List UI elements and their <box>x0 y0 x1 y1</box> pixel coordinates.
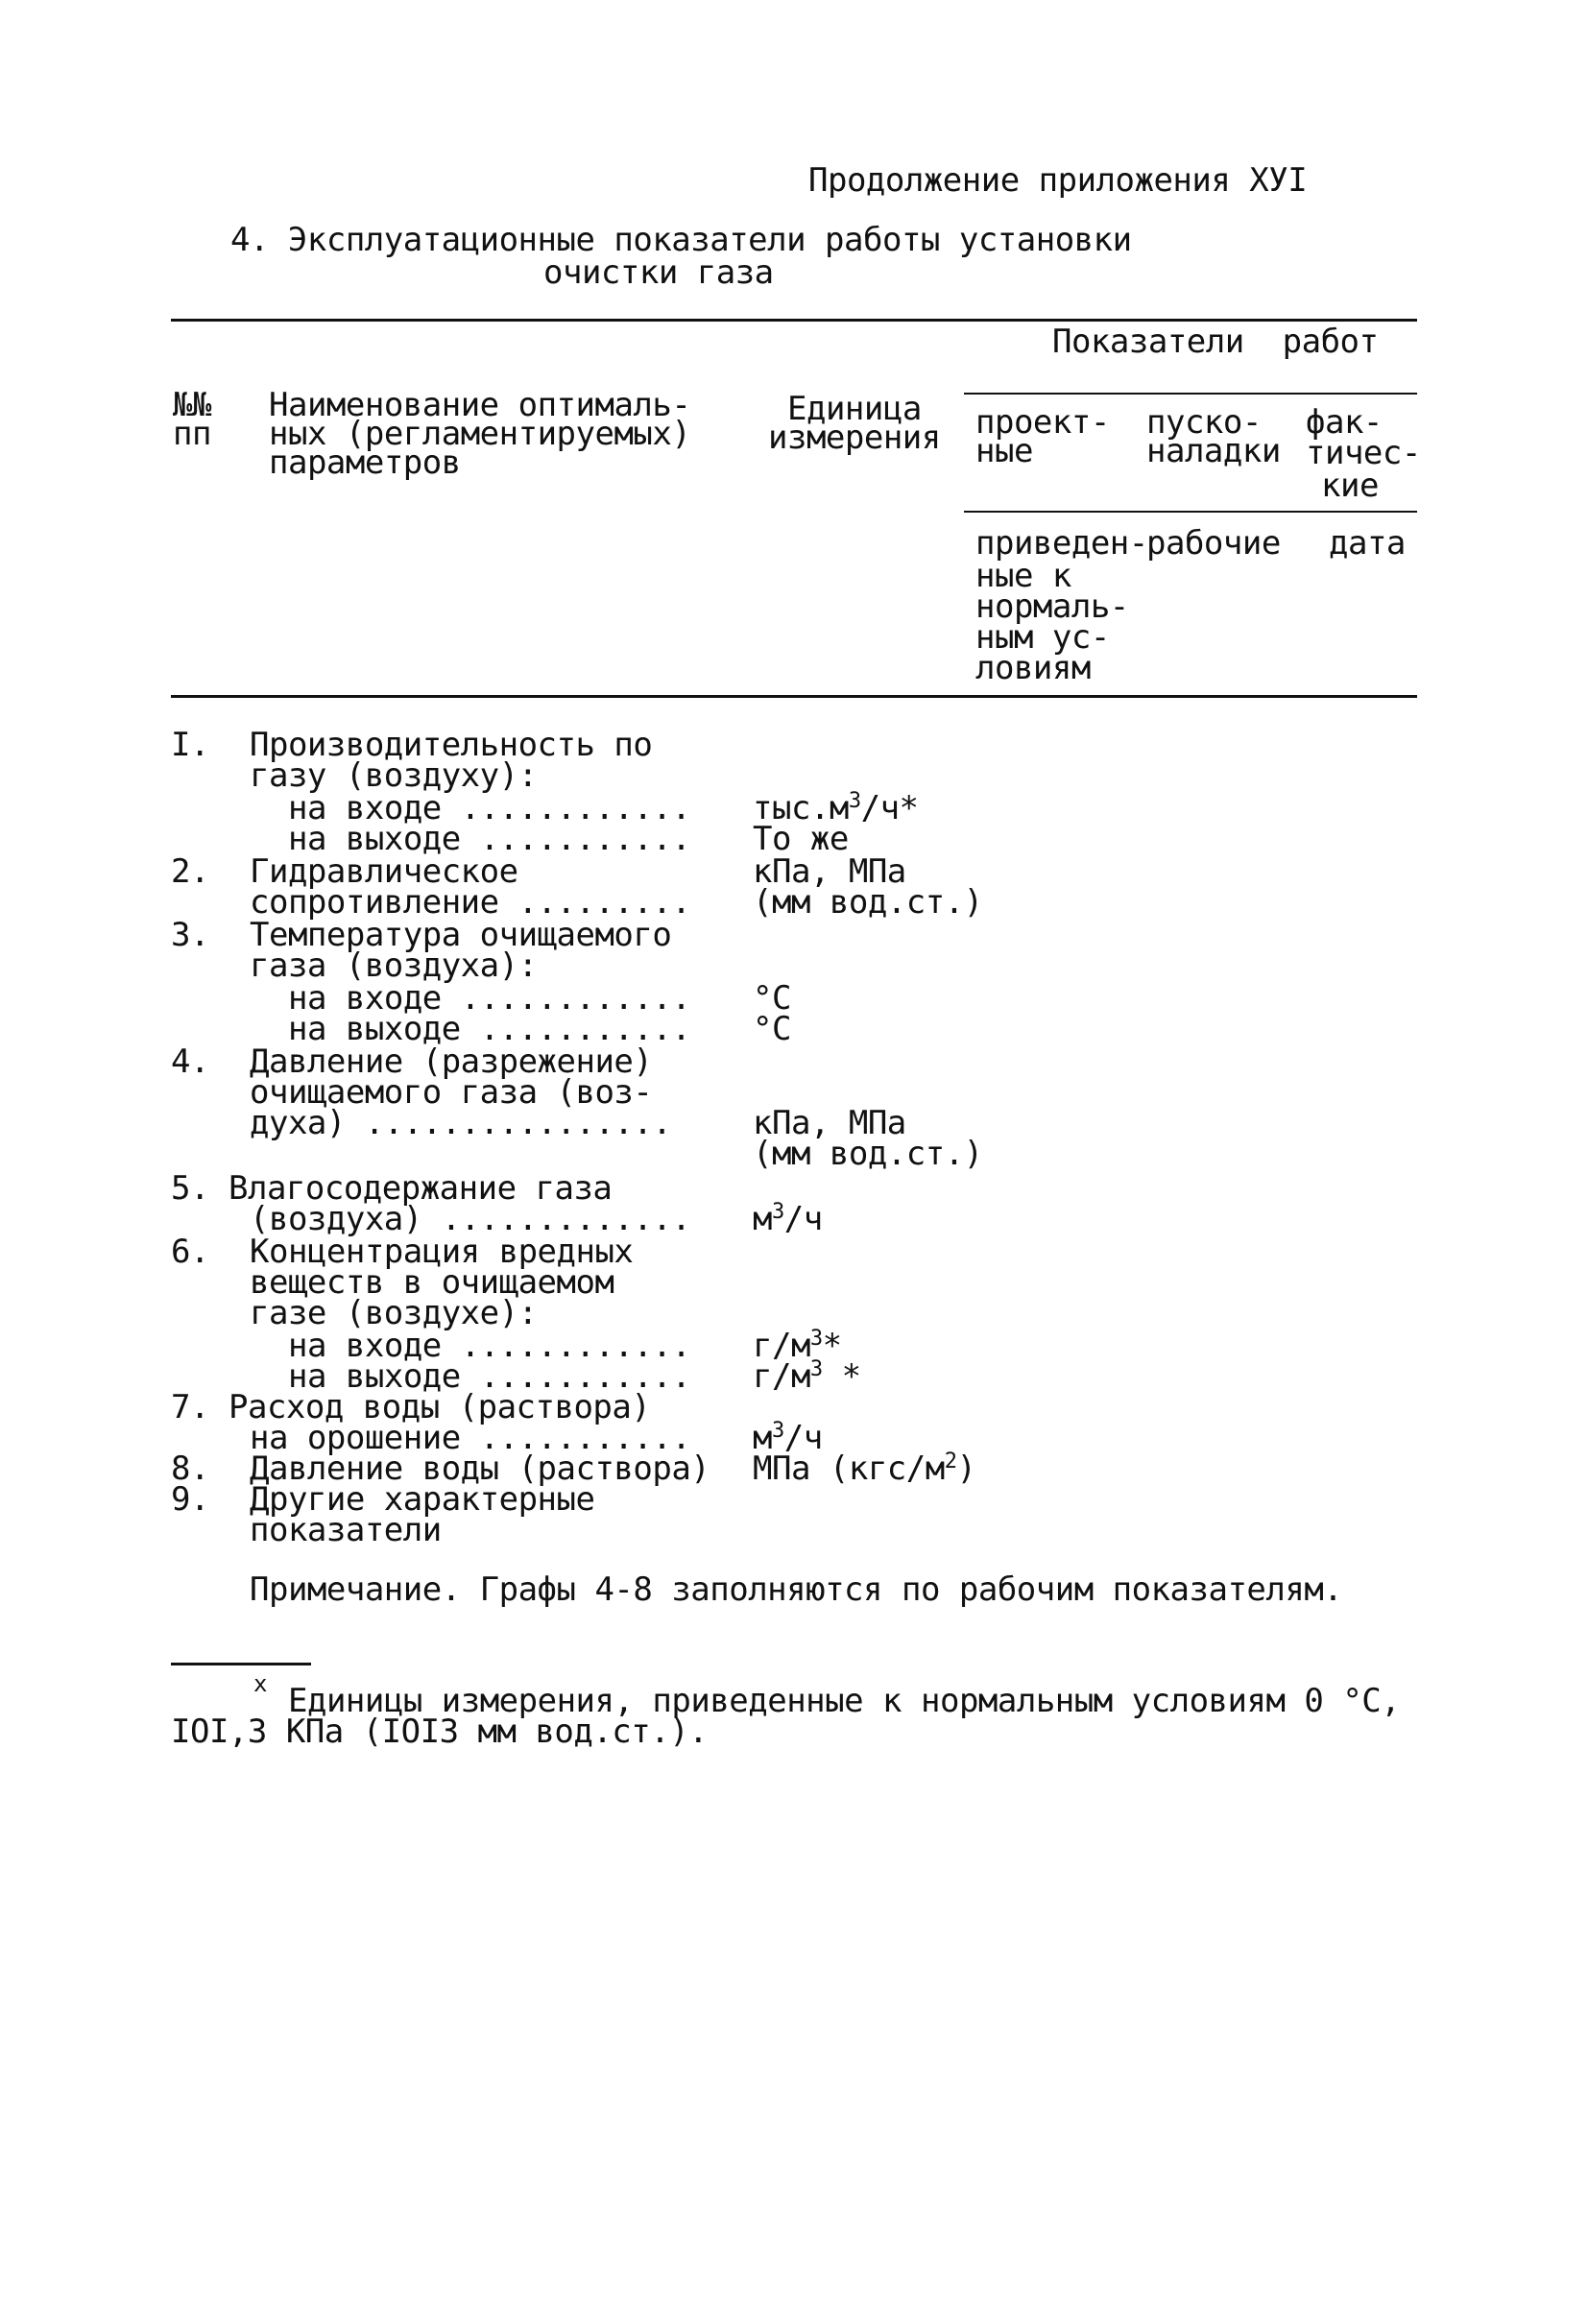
row7-num: 7. <box>171 1388 209 1426</box>
section-title-line1: 4. Эксплуатационные показатели работы установки <box>230 221 1132 259</box>
header-date: дата <box>1329 524 1406 563</box>
header-commissioning-2: наладки <box>1146 432 1281 470</box>
row5-num: 5. <box>171 1169 209 1208</box>
footnote-rule <box>171 1663 311 1665</box>
row6-unit-in: $г/м^3*$ <box>753 1327 842 1365</box>
row6-num: 6. <box>171 1233 209 1271</box>
header-reduced-1: приведен- <box>975 524 1148 563</box>
row4-line1: Давление (разрежение) <box>250 1042 653 1081</box>
row1-unit-in: $тыс.м^3/ч*$ <box>753 789 919 827</box>
header-name-2: ных (регламентируемых) <box>269 415 691 453</box>
row6-unit-out: $г/м^3$ * <box>753 1357 861 1396</box>
header-reduced-4: ным ус- <box>975 618 1110 657</box>
table-note: Примечание. Графы 4-8 заполняются по рабочим показателям. <box>250 1570 1343 1609</box>
row1-line3: на входе ............ <box>288 789 691 827</box>
header-num-2: пп <box>173 415 211 453</box>
row4-unit1: кПа, МПа <box>753 1104 906 1142</box>
footnote-line1: Единицы измерения, приведенные к нормальным условиям 0 °С, <box>288 1682 1401 1720</box>
header-project-2: ные <box>975 432 1033 470</box>
subheader-rule <box>964 511 1417 513</box>
row2-line1: Гидравлическое <box>250 852 518 891</box>
header-actual-3: кие <box>1321 467 1379 505</box>
header-actual-1: фак- <box>1306 403 1383 442</box>
row8-line1: Давление воды (раствора) <box>250 1450 710 1488</box>
section-title-line2: очистки газа <box>543 253 774 292</box>
row1-line1: Производительность по <box>250 726 653 764</box>
row1-line2: газу (воздуху): <box>250 756 538 795</box>
row2-num: 2. <box>171 852 209 891</box>
row3-line2: газа (воздуха): <box>250 946 538 985</box>
row7-line1: Расход воды (раствора) <box>229 1388 651 1426</box>
row9-line1: Другие характерные <box>250 1480 595 1519</box>
header-reduced-3: нормаль- <box>975 587 1129 626</box>
row3-line3: на входе ............ <box>288 979 691 1018</box>
header-name-3: параметров <box>269 443 461 482</box>
row2-line2: сопротивление ......... <box>250 883 691 922</box>
row7-unit: $м^3/ч$ <box>753 1419 823 1457</box>
row9-line2: показатели <box>250 1511 442 1549</box>
header-reduced-5: ловиям <box>975 649 1091 687</box>
row1-line4: на выходе ........... <box>288 820 691 858</box>
row4-line3: духа) ................ <box>250 1104 672 1142</box>
row8-unit: МПа $(кгс/м^2)$ <box>753 1450 976 1488</box>
footnote-line2: IOI,3 КПа (IOI3 мм вод.ст.). <box>171 1713 709 1751</box>
indicators-rule <box>964 393 1417 395</box>
row2-unit2: (мм вод.ст.) <box>753 883 983 922</box>
row3-line4: на выходе ........... <box>288 1010 691 1048</box>
continuation-label: Продолжение приложения ХУI <box>808 161 1308 200</box>
footnote-marker: x <box>253 1670 267 1697</box>
row3-line1: Температура очищаемого <box>250 916 672 954</box>
table-header-bottom-rule <box>171 695 1417 698</box>
row3-unit-in: °С <box>753 979 791 1018</box>
row7-line2: на орошение ........... <box>250 1419 691 1457</box>
header-unit-1: Единица <box>787 390 922 428</box>
header-reduced-2: ные к <box>975 557 1071 595</box>
row6-line1: Концентрация вредных <box>250 1233 634 1271</box>
header-working: рабочие <box>1146 524 1281 563</box>
header-unit-2: измерения <box>768 419 941 457</box>
header-indicators: Показатели работ <box>1052 323 1379 361</box>
row1-unit-out: То же <box>753 820 849 858</box>
row3-unit-out: °С <box>753 1010 791 1048</box>
header-project-1: проект- <box>975 403 1110 442</box>
row6-line5: на выходе ........... <box>288 1357 691 1396</box>
row2-unit1: кПа, МПа <box>753 852 906 891</box>
row4-num: 4. <box>171 1042 209 1081</box>
row9-num: 9. <box>171 1480 209 1519</box>
row6-line4: на входе ............ <box>288 1327 691 1365</box>
row3-num: 3. <box>171 916 209 954</box>
row5-line2: (воздуха) ............. <box>250 1200 691 1238</box>
header-name-1: Наименование оптималь- <box>269 386 691 424</box>
row5-unit: $м^3/ч$ <box>753 1200 823 1238</box>
header-actual-2: тичес- <box>1306 434 1421 472</box>
row8-num: 8. <box>171 1450 209 1488</box>
row4-line2: очищаемого газа (воз- <box>250 1073 653 1112</box>
row6-line3: газе (воздухе): <box>250 1294 538 1332</box>
row5-line1: Влагосодержание газа <box>229 1169 613 1208</box>
row1-num: I. <box>171 726 209 764</box>
header-num-1: №№ <box>173 386 211 424</box>
header-commissioning-1: пуско- <box>1146 403 1262 442</box>
row4-unit2: (мм вод.ст.) <box>753 1135 983 1173</box>
table-top-rule <box>171 319 1417 322</box>
row6-line2: веществ в очищаемом <box>250 1263 614 1302</box>
